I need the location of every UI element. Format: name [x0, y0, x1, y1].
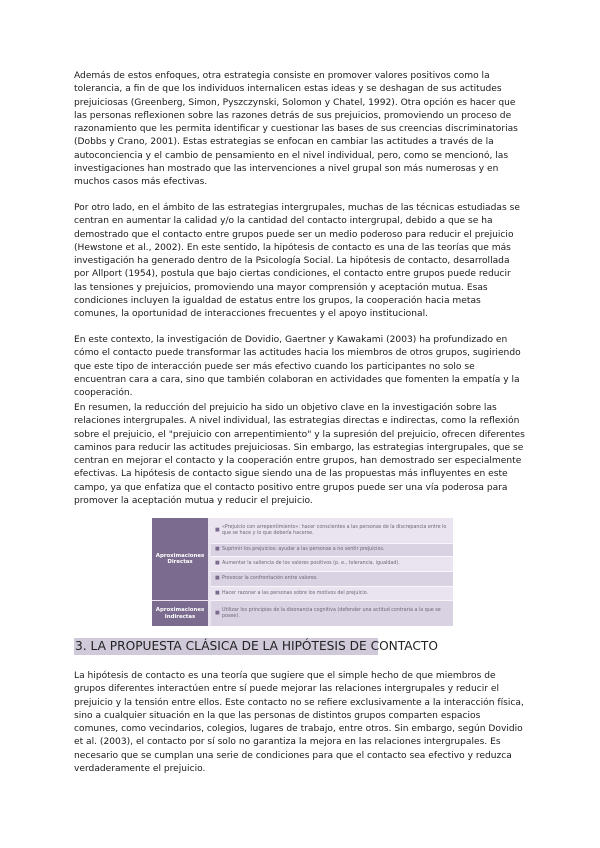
paragraph-contact-hypothesis: La hipótesis de contacto es una teoría que sugiere que el simple hecho de que miembros de grupos diferentes interactúen entre sí puede mejorar las relaciones intergrupales y reducir el prejuicio y la tensión entre ellos. Este contacto no se refiere exclusivamente a la interacción física, sino a cualquier situación en la que las personas de distintos grupos comparten espacios comunes, como vecindarios, colegios, lugares de trabajo, entre otros. Sin embargo, según Dovidio et al. (2003), el contacto por sí solo no garantiza la mejora en las relaciones intergrupales. Es necesario que se cumplan una serie de condiciones para que el contacto sea efectivo y reduzca verdaderamente el prejuicio.	[74, 671, 524, 775]
paragraph-dovidio-context: En este contexto, la investigación de Dovidio, Gaertner y Kawakami (2003) ha profundizado en cómo el contacto puede transformar las actitudes hacia los miembros de otros grupos, sugiriendo que este tipo de interacción puede ser más efectivo cuando los participantes no solo se encuentran cara a cara, sino que también colaboran en actividades que fomenten la empatía y la cooperación.	[74, 335, 521, 399]
figure-row-text: Suprimir los prejuicios: ayudar a las personas a no sentir prejuicios.	[222, 547, 385, 553]
figure-row	[211, 544, 453, 557]
figure-row	[211, 557, 453, 572]
approaches-table-figure	[152, 518, 453, 626]
paragraph-intergroup-strategies: Por otro lado, en el ámbito de las estrategias intergrupales, muchas de las técnicas estudiadas se centran en aumentar la calidad y/o la cantidad del contacto intergrupal, debido a que se ha demostrado que el contacto entre grupos puede ser un medio poderoso para reducir el prejuicio (Hewstone et al., 2002). En este sentido, la hipótesis de contacto es una de las teorías que más investigación ha generado dentro de la Psicología Social. La hipótesis de contacto, desarrollada por Allport (1954), postula que bajo ciertas condiciones, el contacto entre grupos puede reducir las tensiones y prejuicios, promoviendo una mayor comprensión y aceptación mutua. Esas condiciones incluyen la igualdad de estatus entre los grupos, la cooperación hacia metas comunes, la oportunidad de interacciones frecuentes y el apoyo institucional.	[74, 203, 520, 320]
paragraph-individual-strategies: Además de estos enfoques, otra estrategia consiste en promover valores positivos como la tolerancia, a fin de que los individuos internalicen estas ideas y se deshagan de sus actitudes prejuiciosas (Greenberg, Simon, Pyszczynski, Solomon y Chatel, 1992). Otra opción es hacer que las personas reflexionen sobre las razones detrás de sus prejuicios, promoviendo un proceso de razonamiento que les permita identificar y cuestionar las bases de sus creencias discriminatorias (Dobbs y Crano, 2001). Estas estrategias se enfocan en cambiar las actitudes a través de la autoconciencia y el cambio de pensamiento en el nivel individual, pero, como se mencionó, las investigaciones han mostrado que las intervenciones a nivel grupal son más numerosas y en muchos casos más efectivas.	[74, 71, 518, 188]
figure-row	[211, 601, 453, 626]
group-label-indirect: Aproximaciones Indirectas	[152, 601, 208, 626]
figure-row-text: «Prejuicio con arrepentimiento»: hacer conscientes a las personas de la discrepancia entre lo que se hace y lo que debería hacerse.	[222, 524, 447, 536]
figure-row-text: Aumentar la saliencia de los valores positivos (p. e., tolerancia, igualdad).	[222, 561, 400, 567]
bullet-icon: ■	[215, 589, 220, 596]
figure-row-text: Hacer razonar a las personas sobre los motivos del prejuicio.	[222, 590, 369, 596]
figure-row-text: Utilizar los principios de la disonancia cognitiva (defender una actitud contraria a la que se posee).	[222, 607, 441, 619]
bullet-icon: ■	[215, 575, 220, 582]
bullet-icon: ■	[215, 609, 220, 616]
figure-row-text: Provocar la confrontación entre valores.	[222, 576, 318, 582]
paragraph-summary: En resumen, la reducción del prejuicio ha sido un objetivo clave en la investigación sobre las relaciones intergrupales. A nivel individual, las estrategias directas e indirectas, como la reflexión sobre el prejuicio, el "prejuicio con arrepentimiento" y la supresión del prejuicio, ofrecen diferentes caminos para reducir las actitudes prejuiciosas. Sin embargo, las estrategias intergrupales, que se centran en mejorar el contacto y la cooperación entre grupos, han demostrado ser especialmente efectivas. La hipótesis de contacto sigue siendo una de las propuestas más influyentes en este campo, ya que enfatiza que el contacto positivo entre grupos puede ser una vía poderosa para promover la aceptación mutua y reducir el prejuicio.	[74, 403, 525, 507]
figure-group-column	[152, 518, 208, 626]
section-heading: 3. LA PROPUESTA CLÁSICA DE LA HIPÓTESIS DE CONTACTO	[75, 639, 438, 653]
figure-row	[211, 572, 453, 587]
figure-row	[211, 518, 453, 544]
bullet-icon: ■	[215, 546, 220, 553]
figure-rows-column	[208, 518, 453, 626]
group-label-direct: Aproximaciones Directas	[152, 518, 208, 601]
bullet-icon: ■	[215, 526, 220, 533]
figure-row	[211, 587, 453, 601]
bullet-icon: ■	[215, 560, 220, 567]
